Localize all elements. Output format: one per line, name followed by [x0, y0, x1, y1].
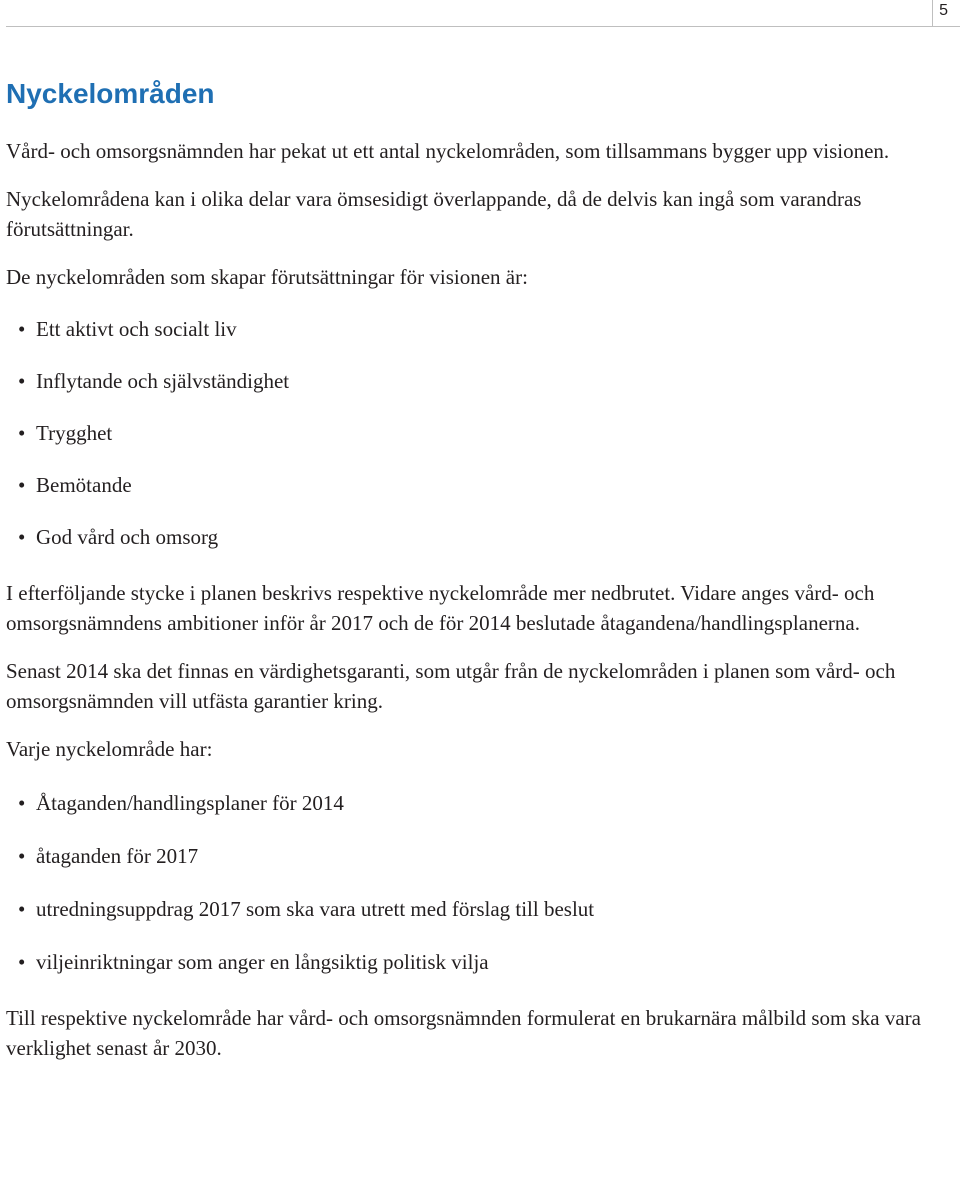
- bullet-icon: •: [18, 525, 26, 549]
- list-item: [6, 788, 946, 818]
- list-item: [6, 947, 946, 977]
- key-areas-list: [6, 314, 946, 552]
- list-item: [6, 314, 946, 344]
- list-item-label: Bemötande: [36, 473, 132, 497]
- list-item: [6, 366, 946, 396]
- detail-paragraph: I efterföljande stycke i planen beskrivs respektive nyckelområde mer nedbrutet. Vidare anges vård- och omsorgsnämndens ambitioner inför år 2017 och de för 2014 beslutade åtagandena/handlingsplanerna.: [6, 581, 875, 635]
- list-item-label: Åtaganden/handlingsplaner för 2014: [36, 791, 344, 815]
- list-item-label: Inflytande och självständighet: [36, 369, 290, 393]
- page-title: Nyckelområden: [6, 78, 215, 109]
- guarantee-paragraph: Senast 2014 ska det finnas en värdighetsgaranti, som utgår från de nyckelområden i planen som vård- och omsorgsnämnden vill utfästa garantier kring.: [6, 659, 896, 713]
- header-rule: [6, 26, 960, 27]
- list-item-label: utredningsuppdrag 2017 som ska vara utrett med förslag till beslut: [36, 897, 595, 921]
- list-item: [6, 522, 946, 552]
- list-item-label: viljeinriktningar som anger en långsiktig politisk vilja: [36, 950, 489, 974]
- bullet-icon: •: [18, 369, 26, 393]
- overlap-paragraph: Nyckelområdena kan i olika delar vara ömsesidigt överlappande, då de delvis kan ingå som varandras förutsättningar.: [6, 187, 862, 241]
- bullet-icon: •: [18, 791, 26, 815]
- list-item: [6, 418, 946, 448]
- list-item: [6, 841, 946, 871]
- bullet-icon: •: [18, 421, 26, 445]
- target-image-paragraph: Till respektive nyckelområde har vård- och omsorgsnämnden formulerat en brukarnära målbild som ska vara verklighet senast år 2030.: [6, 1006, 921, 1060]
- list-item: [6, 894, 946, 924]
- list-item-label: Trygghet: [36, 421, 113, 445]
- page-number: 5: [939, 2, 948, 19]
- list-item-label: Ett aktivt och socialt liv: [36, 317, 237, 341]
- each-area-lead: Varje nyckelområde har:: [6, 737, 213, 761]
- bullet-icon: •: [18, 897, 26, 921]
- each-area-list: [6, 788, 946, 977]
- list-item: [6, 470, 946, 500]
- key-areas-lead: De nyckelområden som skapar förutsättningar för visionen är:: [6, 265, 528, 289]
- bullet-icon: •: [18, 473, 26, 497]
- bullet-icon: •: [18, 317, 26, 341]
- intro-paragraph: Vård- och omsorgsnämnden har pekat ut ett antal nyckelområden, som tillsammans bygger upp visionen.: [6, 139, 890, 163]
- list-item-label: God vård och omsorg: [36, 525, 219, 549]
- list-item-label: åtaganden för 2017: [36, 844, 199, 868]
- document-body: [6, 74, 946, 1081]
- bullet-icon: •: [18, 844, 26, 868]
- header-rule-tick: [932, 0, 933, 26]
- bullet-icon: •: [18, 950, 26, 974]
